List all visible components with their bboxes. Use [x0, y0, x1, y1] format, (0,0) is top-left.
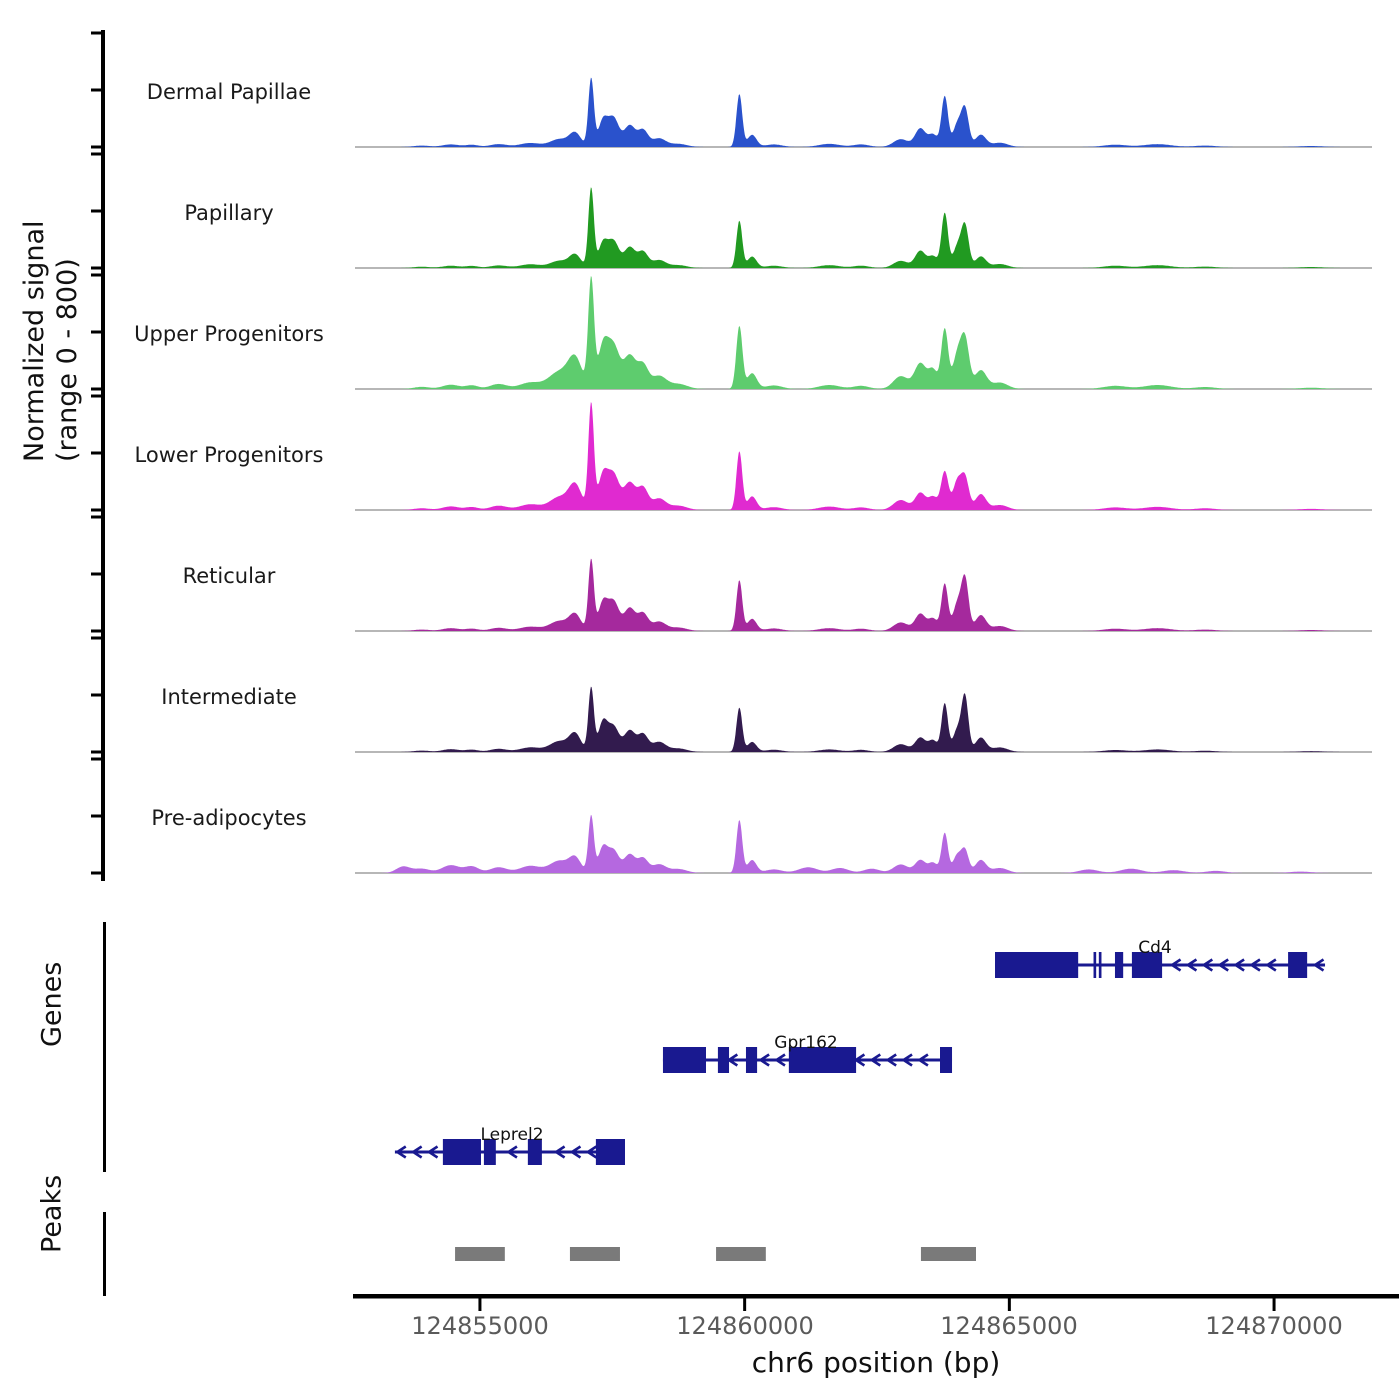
peak-interval — [921, 1247, 976, 1261]
signal-area-lower-progenitors — [355, 402, 1372, 510]
gene-exon-gpr162 — [663, 1047, 706, 1073]
gene-exon-cd4 — [1099, 952, 1102, 978]
track-label-reticular: Reticular — [182, 564, 276, 588]
gene-exon-leprel2 — [596, 1139, 625, 1165]
signal-area-dermal-papillae — [355, 78, 1372, 147]
track-label-lower-progenitors: Lower Progenitors — [134, 443, 324, 467]
gene-exon-cd4 — [1288, 952, 1307, 978]
peak-interval — [570, 1247, 620, 1261]
y-axis-line — [101, 30, 105, 881]
gene-label-gpr162: Gpr162 — [774, 1033, 838, 1053]
track-label-dermal-papillae: Dermal Papillae — [146, 80, 312, 104]
x-axis-line — [353, 1294, 1399, 1299]
gene-exon-cd4 — [1094, 952, 1097, 978]
track-label-upper-progenitors: Upper Progenitors — [134, 322, 324, 346]
x-tick-label-124865000: 124865000 — [940, 1312, 1078, 1340]
signal-area-upper-progenitors — [355, 276, 1372, 389]
x-tick-label-124870000: 124870000 — [1205, 1312, 1343, 1340]
gene-label-cd4: Cd4 — [1138, 938, 1172, 958]
gene-exon-gpr162 — [718, 1047, 729, 1073]
signal-area-papillary — [355, 187, 1372, 268]
peaks-axis-line — [103, 1212, 106, 1296]
signal-area-reticular — [355, 559, 1372, 631]
signal-area-pre-adipocytes — [355, 815, 1372, 873]
gene-exon-gpr162 — [940, 1047, 952, 1073]
gene-label-leprel2: Leprel2 — [480, 1125, 544, 1145]
genome-browser-figure: Normalized signal (range 0 - 800) Dermal Papillae Papillary Upper Progenitors Lower Progenitors Reticular Intermediate Pre-adipocytes Genes Peaks Cd4 Gpr162 Leprel2 124855000 124860000 124865000 124870000 chr6 position (bp) — [0, 0, 1400, 1400]
gene-exon-cd4 — [1115, 952, 1123, 978]
peak-interval — [455, 1247, 505, 1261]
x-axis-title: chr6 position (bp) — [751, 1346, 1001, 1379]
gene-exon-cd4 — [995, 952, 1078, 978]
genes-axis-line — [103, 922, 106, 1172]
peak-interval — [716, 1247, 766, 1261]
gene-exon-leprel2 — [443, 1139, 481, 1165]
gene-exon-gpr162 — [746, 1047, 757, 1073]
x-tick-label-124855000: 124855000 — [411, 1312, 549, 1340]
signal-area-intermediate — [355, 687, 1372, 752]
track-label-papillary: Papillary — [184, 201, 274, 225]
track-label-pre-adipocytes: Pre-adipocytes — [151, 806, 307, 830]
track-label-intermediate: Intermediate — [161, 685, 297, 709]
x-tick-label-124860000: 124860000 — [676, 1312, 814, 1340]
